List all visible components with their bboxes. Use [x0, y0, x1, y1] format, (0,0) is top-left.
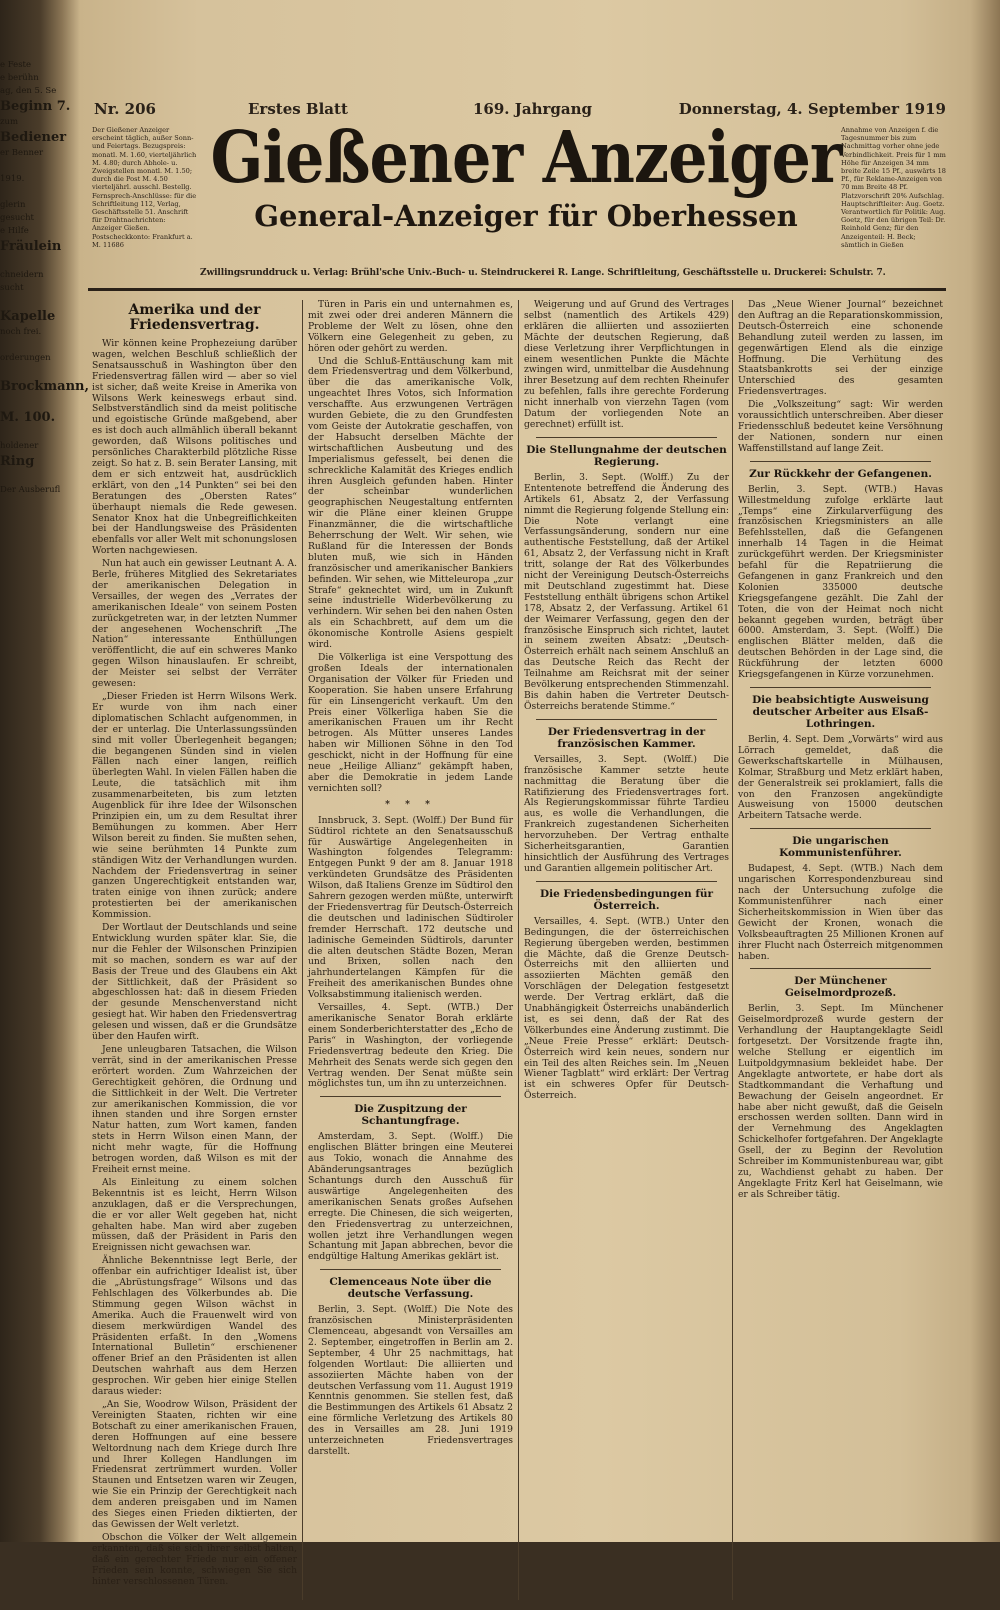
advertising-info-box: Annahme von Anzeigen f. die Tagesnummer bis zum Nachmittag vorher ohne jede Verbindlichkeit. Preis für 1 mm Höhe für Anzeigen 34 mm breite Zeile 15 Pf., auswärts 18 Pf., für Reklame-Anzeigen von 70 mm Breite 48 Pf. Platzvorschrift 20% Aufschlag. Hauptschriftleiter: Aug. Goetz. Verantwortlich für Politik: Aug. Goetz, für den übrigen Teil: Dr. Reinhold Genz; für den Anzeigenteil: H. Beck; sämtlich in Gießen [841, 126, 946, 249]
volume-label: 169. Jahrgang [473, 100, 592, 118]
newspaper-page [78, 92, 956, 1587]
article-divider [750, 687, 931, 688]
article-divider [536, 881, 717, 882]
article-paragraph: Versailles, 4. Sept. (WTB.) Unter den Bedingungen, die der österreichischen Regierung übergeben werden, bestimmen die Mächte, daß die Grenze Deutsch-Österreichs mit den alliierten und assoziierten Mächten gemäß den Vorschlägen der Delegation festgesetzt werde. Der Vertrag erklärt, daß die Unabhängigkeit Österreichs unabänderlich ist, es sei denn, daß der Rat des Völkerbundes eine Änderung zustimmt. Die „Neue Freie Presse“ erklärt: Deutsch-Österreich wird kein neues, sondern nur ein Teil des alten Reiches sein. Im „Neuen Wiener Tagblatt“ wird erklärt: Der Vertrag ist ein schweres Opfer für Deutsch-Österreich. [524, 915, 729, 1102]
article-paragraph: Jene unleugbaren Tatsachen, die Wilson verrät, sind in der amerikanischen Presse erörtert worden. Zum Wahrzeichen der Gerechtigkeit gehören, die Ordnung und die Sittlichkeit in der Welt. Die Vertreter zur amerikanischen Kommission, die vor ihnen standen und ihre Sorgen ernster Natur hatten, zum Wort kamen, fanden stets in Herrn Wilson einen Mann, der nicht mehr wagte, für die Hoffnung betrogen worden, daß Wilson es mit der Freiheit ernst meine. [92, 1044, 297, 1175]
article-paragraph: Berlin, 3. Sept. Im Münchener Geiselmordprozeß wurde gestern der Verhandlung der Hauptangeklagte Seidl fortgesetzt. Der Vorsitzende fragte ihn, welche Stellung er eigentlich im Luitpoldgymnasium bekleidet habe. Der Angeklagte antwortete, er habe dort als Stadtkommandant die Verhaftung und Bewachung der Geiseln angeordnet. Er habe aber nicht gewußt, daß die Geiseln erschossen werden sollten. Dann wird in der Vernehmung des Angeklagten Schickelhofer fortgefahren. Der Angeklagte Gsell, der zu Beginn der Revolution Schreiber im Kommunistenbureau war, gibt zu, Wachdienst gehabt zu haben. Der Angeklagte Fritz Kerl hat Geiselmann, wie er als Schreiber tätig. [738, 1003, 943, 1200]
article-paragraph: Berlin, 3. Sept. (WTB.) Havas Willestmeldung zufolge erklärte laut „Temps“ eine Zirkularverfügung des französischen Kriegsministers an alle Befehlsstellen, daß die Gefangenen innerhalb 14 Tagen in die Heimat zurückgeführt werden. Der Kriegsminister befahl für die Repatriierung die Gefangenen in ganz Frankreich und den Kolonien 335000 deutsche Kriegsgefangene gezählt. Die Zahl der Toten, die von der Heimat noch nicht bekannt gegeben wurden, beträgt über 6000. Amsterdam, 3. Sept. (Wolff.) Die englischen Blätter melden, daß die deutschen Behörden in der Lage sind, die Rückführung der letzten 6000 Kriegsgefangenen in Kürze vorzunehmen. [738, 483, 943, 681]
column-divider [732, 300, 733, 1600]
fragment-line: ag, den 5. Se [0, 86, 57, 96]
article-column-3 [524, 300, 729, 1610]
article-paragraph: Weigerung und auf Grund des Vertrages selbst (namentlich des Artikels 429) erklären die alliierten und assoziierten Mächte der deutschen Regierung, daß diese Verletzung ihrer Verpflichtungen in einem wesentlichen Punkte die Mächte zwingen wird, unmittelbar die Ausdehnung ihrer Besetzung auf dem rechten Rheinufer zu befehlen, falls ihre gerechte Forderung nicht innerhalb von vierzehn Tagen (vom Datum der vorliegenden Note an gerechnet) erfüllt ist. [524, 299, 729, 430]
article-paragraph: Ähnliche Bekenntnisse legt Berle, der offenbar ein aufrichtiger Idealist ist, über die „Abrüstungsfrage“ Wilsons und das Fehlschlagen des Völkerbundes ab. Die Stimmung gegen Wilson wächst in Amerika. Auch die Frauenwelt wird von diesem merkwürdigen Wandel des Präsidenten erfaßt. In den „Womens International Bulletin“ erschienener offener Brief an den Präsidenten ist allen Deutschen wahrhaft aus dem Herzen gesprochen. Wir geben hier einige Stellen daraus wieder: [92, 1255, 297, 1398]
article-headline: Der Friedensvertrag in der französischen Kammer. [547, 725, 706, 750]
fragment-line: Ring [0, 454, 35, 469]
fragment-line [0, 428, 62, 438]
article-paragraph: Budapest, 4. Sept. (WTB.) Nach dem ungarischen Korrespondenzbureau sind nach der Untersuchung zufolge die Kommunistenführer nach einer Sicherheitskommission in Wien über das Gewicht der Kronen, wonach die Volksbeauftragten 25 Millionen Kronen auf ihrer Flucht nach Österreich mitgenommen haben. [738, 863, 943, 962]
fragment-line [0, 340, 62, 350]
fragment-line [0, 257, 62, 267]
article-paragraph: Innsbruck, 3. Sept. (Wolff.) Der Bund für Südtirol richtete an den Senatsausschuß für Auswärtige Angelegenheiten in Washington folgendes Telegramm: Entgegen Punkt 9 der am 8. Januar 1918 verkündeten Grundsätze des Präsidenten Wilson, daß Italiens Grenze im Südtirol den Sahrern gezogen werden müßte, unterwirft der Friedensvertrag für Deutsch-Österreich die deutschen und ladinischen Südtiroler fremder Herrschaft. 172 deutsche und ladinische Gemeinden Südtirols, darunter die alten deutschen Städte Bozen, Meran und Brixen, sollen nach den jahrhundertelangen Kämpfen für die Freiheit des amerikanischen Bundes ohne Volksabstimmung italienisch werden. [308, 814, 513, 1001]
article-headline: Die beabsichtigte Ausweisung deutscher Arbeiter aus Elsaß-Lothringen. [752, 694, 929, 730]
article-headline: Die Friedensbedingungen für Österreich. [539, 887, 714, 912]
article-paragraph: Nun hat auch ein gewisser Leutnant A. A. Berle, früheres Mitglied des Sekretariates der amerikanischen Delegation in Versailles, der wegen des „Verrates der amerikanischen Ideale“ von seinem Posten zurückgetreten war, in der letzten Nummer der angesehenen Wochenschrift „The Nation“ interessante Enthüllungen veröffentlicht, die auf ein schweres Manko gegen Wilson hinauslaufen. Er schreibt, der Meister sei selbst der Verräter gewesen: [92, 558, 297, 690]
fragment-line: 1919. [0, 174, 25, 184]
article-paragraph: Als Einleitung zu einem solchen Bekenntnis ist es leicht, Herrn Wilson anzuklagen, daß er die Versprechungen, die er vor aller Welt gegeben hat, nicht gehalten habe. Man wird aber zugeben müssen, daß der Präsident in Paris den Ereignissen nicht gewachsen war. [92, 1176, 297, 1254]
fragment-line [0, 296, 62, 306]
article-paragraph: Die Völkerliga ist eine Verspottung des großen Ideals der internationalen Organisation der Völker für Frieden und Kooperation. Sie haben unsere Erfahrung für ein Linsengericht verkauft. Um den Preis einer Völkerliga haben Sie die amerikanischen Frauen um ihr Recht betrogen. Als Mütter unseres Landes haben wir Millionen Söhne in den Tod geschickt, nicht in der Hoffnung für eine neue „Heilige Allianz“ gekämpft haben, aber die Demokratie in jedem Lande vernichten soll? [308, 652, 513, 794]
fragment-line: Kapelle [0, 309, 56, 324]
fragment-line [0, 472, 62, 482]
article-divider [320, 1096, 501, 1097]
edition-label: Erstes Blatt [248, 100, 348, 118]
fragment-line: Brockmann, [0, 379, 90, 394]
article-column-1 [92, 300, 297, 1610]
issue-date: Donnerstag, 4. September 1919 [678, 100, 946, 118]
article-paragraph: Das „Neue Wiener Journal“ bezeichnet den Auftrag an die Reparationskommission, Deutsch-Österreich eine schonende Behandlung zuteil werden zu lassen, im gegenwärtigen Elend als die einzige Hoffnung. Die Verhütung des Staatsbankrotts sei der einzige Unterschied des gesamten Friedensvertrages. [738, 299, 943, 398]
fragment-line: Bediener [0, 130, 67, 145]
article-paragraph: Berlin, 3. Sept. (Wolff.) Die Note des französischen Ministerpräsidenten Clemenceau, abgesandt von Versailles am 2. September, eingetroffen in Berlin am 2. September, 4 Uhr 25 nachmittags, hat folgenden Wortlaut: Die alliierten und assoziierten Mächte haben von der deutschen Verfassung vom 11. August 1919 Kenntnis genommen. Sie stellen fest, daß die Bestimmungen des Artikels 61 Absatz 2 eine förmliche Verletzung des Artikels 80 des in Versailles am 28. Juni 1919 unterzeichneten Friedensvertrages darstellt. [308, 1304, 513, 1457]
article-paragraph: Versailles, 4. Sept. (WTB.) Der amerikanische Senator Borah erklärte einem Sonderberichterstatter des „Echo de Paris“ in Washington, der vorliegende Friedensvertrag bedeute den Krieg. Die Mehrheit des Senats werde sich gegen den Vertrag wenden. Der Senat müßte sein möglichstes tun, um ihn zu unterzeichnen. [308, 1002, 513, 1090]
fragment-line: chneidern [0, 270, 44, 280]
article-column-2 [308, 300, 513, 1610]
article-column-4 [738, 300, 943, 1610]
article-paragraph: Türen in Paris ein und unternahmen es, mit zwei oder drei anderen Männern die Probleme der Welt zu lösen, ohne den Völkern eine Gelegenheit zu geben, zu hören oder gehört zu werden. [308, 299, 513, 354]
article-paragraph: Versailles, 3. Sept. (Wolff.) Die französische Kammer setzte heute nachmittag die Beratung über die Ratifizierung des Friedensvertrages fort. Als Regierungskommissar führte Tardieu aus, es wolle die Verhandlungen, die Frankreich zugestandenen Sicherheiten hervorzuheben. Der Vertrag enthalte Sicherheitsgarantien, Garantien hinsichtlich der Ausführung des Vertrages und Garantien allgemein politischer Art. [524, 753, 729, 874]
section-separator: * * * [385, 798, 436, 810]
fragment-line: e Hilfe [0, 226, 29, 236]
imprint-line: Zwillingsrunddruck u. Verlag: Brühl'sche Univ.-Buch- u. Steindruckerei R. Lange. Schriftleitung, Geschäftsstelle u. Druckerei: Schulstr. 7. [200, 268, 886, 278]
article-headline: Zur Rückkehr der Gefangenen. [749, 467, 932, 480]
fragment-line: M. 100. [0, 410, 56, 425]
article-headline: Die Zuspitzung der Schantungfrage. [354, 1103, 467, 1128]
article-headline: Clemenceaus Note über die deutsche Verfassung. [329, 1276, 492, 1301]
article-paragraph: Berlin, 4. Sept. Dem „Vorwärts“ wird aus Lörrach gemeldet, daß die Gewerkschaftskartelle in Mülhausen, Kolmar, Straßburg und Metz erklärt haben, der Generalstreik sei proklamiert, falls die von den Franzosen angekündigte Ausweisung von 15000 deutschen Arbeitern Tatsache werde. [738, 734, 943, 822]
article-divider [320, 1269, 501, 1270]
fragment-line: holdener [0, 441, 39, 451]
fragment-line [0, 187, 62, 197]
fragment-line: er Benner [0, 148, 44, 158]
article-divider [750, 461, 931, 462]
fragment-line: orderungen [0, 353, 51, 363]
fragment-line: sucht [0, 283, 24, 293]
article-headline: Amerika und der Friedensvertrag. [128, 302, 261, 333]
article-paragraph: Und die Schluß-Enttäuschung kam mit dem Friedensvertrag und dem Völkerbund, über die das amerikanische Volk, ungeachtet Ihres Votos, sich Information verschaffte. Aus erzwungenen Verträgen wurden Gebiete, die zu den Grundfesten vom Geiste der Autokratie geschaffen, von der Habsucht derselben Mächte der wirtschaftlichen Ausbeutung und des Imperialismus gefesselt, bei denen die schreckliche Kalamität des Krieges endlich ihren Ausgleich gefunden haben. Hinter der scheinbar wunderlichen geographischen Neugestaltung entfernten wir die Pläne einer kleinen Gruppe Finanzmänner, die die wirtschaftliche Beherrschung der Welt. Wir sehen, wie Rußland für die Interessen der Bonds bluten muß, wie sich in Händen französischer und amerikanischer Bankiers befinden. Wir sehen, wie Mitteleuropa „zur Strafe“ geknechtet wird, um in Zukunft seine industrielle Widerbevölkerung zu verhindern. Wir sehen bei den nahen Osten als ein Schachbrett, auf dem um die ökonomische Kontrolle Asiens gespielt wird. [308, 355, 513, 651]
fragment-line: Fräulein [0, 239, 62, 254]
fragment-line: e Feste [0, 60, 32, 70]
article-paragraph: Obschon die Völker der Welt allgemein erkannten, daß sie sich ihrer selbst halten, daß ein gerechter Friede nur ein offener Frieden sein konnte, schwiegen Sie sich hinter verschlossenen Türen. [92, 1531, 297, 1587]
fragment-line: Der Ausberufl [0, 485, 61, 495]
article-paragraph: Die „Volkszeitung“ sagt: Wir werden voraussichtlich unterschreiben. Aber dieser Friedensschluß bedeutet keine Versöhnung der Nationen, sondern nur einen Waffenstillstand auf lange Zeit. [738, 399, 943, 454]
article-paragraph: Wir können keine Prophezeiung darüber wagen, welchen Beschluß schließlich der Senatsausschuß in Washington über den Friedensvertrag fällen wird — aber so viel ist sicher, daß weite Kreise in Amerika von Wilsons Werk keineswegs erbaut sind. Selbstverständlich sind da meist politische und egoistische Gründe maßgebend, aber es ist doch auch allmählich überall bekannt geworden, daß Wilsons politisches und persönliches Charakterbild plötzliche Risse zeigt. So hat z. B. sein Berater Lansing, mit dem er sich entzweit hat, ausdrücklich erklärt, von den „14 Punkten“ sei bei den Beratungen des „Obersten Rates“ überhaupt niemals die Rede gewesen. Senator Knox hat die Unbegreiflichkeiten bei der Handlungsweise des Präsidenten ebenfalls vor aller Welt mit schonungslosen Worten nachgewiesen. [92, 338, 297, 557]
newspaper-title: Gießener Anzeiger [210, 115, 842, 200]
subscription-info-box: Der Gießener Anzeiger erscheint täglich, außer Sonn- und Feiertags. Bezugspreis: monatl. M. 1.60, vierteljährlich M. 4.80; durch Abhole- u. Zweigstellen monatl. M. 1.50; durch die Post M. 4.50 vierteljährl. ausschl. Bestellg. Fernsprech-Anschlüsse: für die Schriftleitung 112, Verlag, Geschäftsstelle 51. Anschrift für Drahtnachrichten: Anzeiger Gießen. Postscheckkonto: Frankfurt a. M. 11686 [92, 126, 197, 249]
article-headline: Die ungarischen Kommunistenführer. [779, 835, 902, 860]
fragment-line: e berühn [0, 73, 39, 83]
article-divider [536, 719, 717, 720]
issue-number: Nr. 206 [94, 100, 156, 118]
article-divider [750, 828, 931, 829]
fragment-line [0, 366, 62, 376]
article-paragraph: „An Sie, Woodrow Wilson, Präsident der Vereinigten Staaten, richten wir eine Botschaft zu einer amerikanischen Frauen, deren Hoffnungen auf eine bessere Weltordnung nach dem Kriege durch Ihre und Ihrer Kollegen Handlungen im Friedensrat zertrümmert wurden. Voller Staunen und Entsetzen waren wir Zeugen, wie Sie ein Prinzip der Gerechtigkeit nach dem anderen preisgaben und im Namen des Sieges einen Frieden diktierten, der das Gewissen der Welt verletzt. [92, 1399, 297, 1530]
column-divider [302, 300, 303, 1600]
fragment-line: glerin [0, 200, 26, 210]
column-divider [518, 300, 519, 1600]
fragment-line [0, 397, 62, 407]
newspaper-subtitle: General-Anzeiger für Oberhessen [254, 199, 798, 233]
masthead-divider [88, 288, 946, 291]
article-paragraph: „Dieser Frieden ist Herrn Wilsons Werk. Er wurde von ihm nach einer diplomatischen Schlacht aufgenommen, in der er unterlag. Die Unterlassungssünden sind mit voller Überlegenheit begangen; die begangenen Sünden sind in vielen Fällen nach einer langen, reiflich überlegten Wahl. In vielen Fällen haben die Leute, die tatsächlich mit ihm zusammenarbeiteten, bis zum letzten Augenblick für ihre Idee der Wilsonschen Prinzipien ein, um zu dem Resultat ihrer Bemühungen zu kommen. Aber Herr Wilson bereit zu finden. Sie mußten sehen, wie seine berühmten 14 Punkte zum ständigen Witz der Verhandlungen wurden. Nachdem der Friedensvertrag in seiner ganzen Ungerechtigkeit entstanden war, traten einige von ihnen zurück; andere protestierten bei der amerikanischen Kommission. [92, 691, 297, 921]
fragment-line: gesucht [0, 213, 34, 223]
article-headline: Die Stellungnahme der deutschen Regierung. [526, 443, 727, 468]
article-headline: Der Münchener Geiselmordprozeß. [784, 975, 897, 1000]
article-paragraph: Berlin, 3. Sept. (Wolff.) Zu der Ententenote betreffend die Änderung des Artikels 61, Absatz 2, der Verfassung nimmt die Regierung folgende Stellung ein: Die Note verlangt eine Verfassungsänderung, sondern nur eine authentische Feststellung, daß der Artikel 61, Absatz 2, der Verfassung nicht in Kraft tritt, solange der Rat des Völkerbundes nicht der Vereinigung Deutsch-Österreichs mit Deutschland zugestimmt hat. Diese Feststellung enthält übrigens schon Artikel 178, Absatz 2, der Verfassung. Artikel 61 der Weimarer Verfassung, gegen den der französische Einspruch sich richtet, lautet in seinem zweiten Absatz: „Deutsch-Österreich erhält nach seinem Anschluß an das Deutsche Reich das Recht der Teilnahme am Reichsrat mit der seiner Bevölkerung entsprechenden Stimmenzahl. Bis dahin haben die Vertreter Deutsch-Österreichs beratende Stimme.“ [524, 471, 729, 712]
article-divider [536, 437, 717, 438]
fragment-line [0, 161, 62, 171]
adjacent-page-fragment [0, 60, 90, 1500]
article-paragraph: Amsterdam, 3. Sept. (Wolff.) Die englischen Blätter bringen eine Meuterei aus Tokio, wonach die Annahme des Abänderungsantrages bezüglich Schantungs durch den Ausschuß für auswärtige Angelegenheiten des amerikanischen Senats großes Aufsehen erregte. Die Chinesen, die sich weigerten, den Friedensvertrag zu unterzeichnen, wollen jetzt ihre Verhandlungen wegen Schantung mit Japan abbrechen, bevor die endgültige Haltung Amerikas geklärt ist. [308, 1131, 513, 1263]
article-paragraph: Der Wortlaut der Deutschlands und seine Entwicklung wurden später klar. Sie, die nur die Fehler der Wilsonschen Prinzipien mit so machen, sondern es war auf der Basis der Treue und des Glaubens ein Akt der Sittlichkeit, daß der Präsident so abgeschlossen hat: daß in diesem Frieden der gesunde Menschenverstand nicht gesiegt hat. Wir haben den Friedensvertrag gelesen und wissen, daß er die Grundsätze über den Haufen wirft. [92, 922, 297, 1043]
fragment-line: zum [0, 117, 19, 127]
fragment-line: Beginn 7. [0, 99, 71, 114]
fragment-line: noch frei. [0, 327, 42, 337]
article-divider [750, 968, 931, 969]
